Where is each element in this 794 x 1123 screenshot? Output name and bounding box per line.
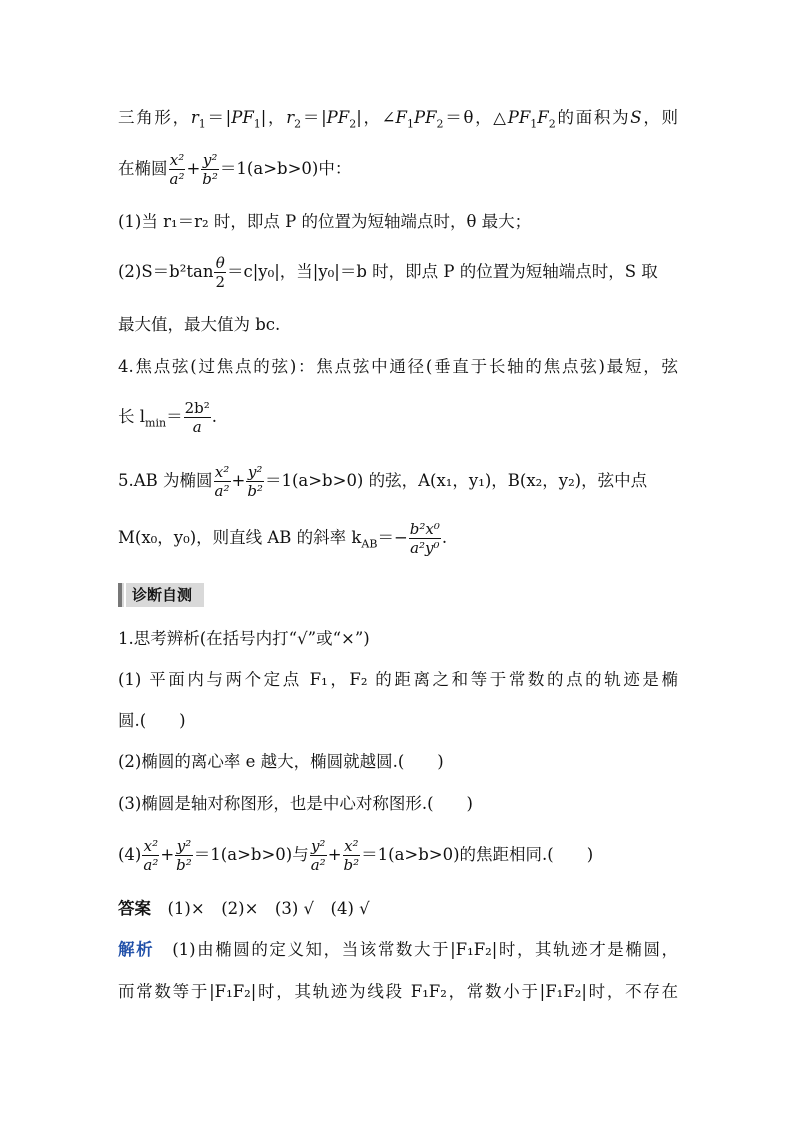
math-subscript: 1 [530, 117, 538, 131]
text-line-ellipse [118, 147, 678, 191]
text-run: ＝1(a>b>0)中： [219, 159, 352, 178]
math-r1: r [190, 108, 199, 127]
text-run: ＝1(a>b>0) 的弦，A(x₁，y₁)，B(x₂，y₂)，弦中点 [264, 471, 648, 490]
text-run: (1) 平面内与两个定点 F₁，F₂ 的距离之和等于常数的点的轨迹是椭 [118, 670, 678, 689]
fraction-denominator: a² [143, 856, 159, 874]
math-s: S [630, 108, 642, 127]
fraction-numerator: x² [169, 151, 185, 169]
text-run: 的面积为 [555, 108, 631, 127]
fraction-numerator: 2b² [184, 399, 210, 417]
fraction-numerator: x² [214, 463, 230, 481]
text-line-focal-chord [118, 355, 678, 379]
fraction [169, 151, 186, 188]
math-subscript: 2 [548, 117, 556, 131]
text-run: ＝ [166, 407, 183, 426]
answer-text: (1)× (2)× (3) √ (4) √ [167, 899, 370, 918]
text-run: . [211, 407, 217, 426]
fraction-numerator: θ [215, 254, 225, 272]
text-run: ＝− [377, 528, 408, 547]
text-run: 长 l [118, 407, 146, 426]
text-run: ＝| [205, 108, 232, 127]
fraction-numerator: y² [202, 151, 218, 169]
fraction-denominator: b² [202, 170, 218, 188]
math-subscript: 2 [349, 117, 357, 131]
math-subscript: 1 [198, 117, 206, 131]
text-run: |，∠ [356, 108, 396, 127]
fraction [201, 151, 219, 188]
fraction-denominator: b² [343, 856, 360, 874]
text-line-chord-length [118, 395, 678, 439]
text-line-max-value [118, 313, 678, 337]
fraction-denominator: a² [214, 482, 230, 500]
fraction [184, 399, 211, 436]
question-1-item-3 [118, 792, 678, 816]
answer-line [118, 897, 678, 921]
analysis-text: 而常数等于|F₁F₂|时，其轨迹为线段 F₁F₂，常数小于|F₁F₂|时，不存在 [118, 982, 678, 1001]
fraction-numerator: y² [310, 837, 326, 855]
math-subscript: AB [361, 537, 378, 551]
analysis-line-1 [118, 938, 678, 962]
text-run: 4.焦点弦(过焦点的弦)：焦点弦中通径(垂直于长轴的焦点弦)最短，弦 [118, 357, 678, 376]
question-1-title [118, 627, 678, 651]
text-run: 1.思考辨析(在括号内打“√”或“×”) [118, 629, 370, 648]
fraction [175, 837, 193, 874]
math-pf1: PF [231, 108, 254, 127]
fraction-numerator: x² [344, 837, 359, 855]
text-run: + [231, 471, 246, 490]
math-f: F [395, 108, 407, 127]
text-run: M(x₀，y₀)，则直线 AB 的斜率 k [118, 528, 362, 547]
fraction-numerator: x² [143, 837, 159, 855]
fraction-denominator: b² [247, 482, 263, 500]
text-run: |， [260, 108, 287, 127]
text-run: 圆.( ) [118, 711, 186, 730]
text-run: ＝1(a>b>0)与 [193, 845, 309, 864]
text-line-triangle [118, 106, 678, 130]
text-line-item-1 [118, 210, 678, 234]
text-line-item-2 [118, 250, 678, 294]
text-run: 最大值，最大值为 bc. [118, 315, 281, 334]
math-subscript: 1 [406, 117, 414, 131]
fraction [214, 463, 231, 500]
fraction-denominator: b² [176, 856, 192, 874]
text-run: + [160, 845, 175, 864]
text-run: ，则 [641, 108, 679, 127]
text-run: (2)S＝b²tan [118, 262, 214, 281]
math-pf2: PF [326, 108, 350, 127]
text-line-slope [118, 516, 678, 560]
text-run: 三角形， [118, 108, 191, 127]
text-run: . [441, 528, 448, 547]
fraction-denominator: a² [310, 856, 326, 874]
fraction-denominator: a² [169, 170, 185, 188]
text-run: ＝θ，△ [443, 108, 508, 127]
math-subscript: 1 [253, 117, 261, 131]
math-pf: PF [507, 108, 531, 127]
fraction [310, 837, 327, 874]
math-subscript: min [145, 416, 167, 430]
fraction-denominator: a²y⁰ [410, 539, 440, 557]
fraction-denominator: 2 [215, 273, 225, 291]
analysis-line-2 [118, 980, 678, 1004]
text-run: ＝| [301, 108, 327, 127]
answer-label: 答案 [118, 899, 151, 918]
section-badge: 诊断自测 [118, 583, 204, 607]
fraction-numerator: b²x⁰ [409, 520, 440, 538]
math-f: F [537, 108, 549, 127]
fraction-numerator: y² [176, 837, 192, 855]
question-1-item-4 [118, 833, 678, 877]
analysis-text: (1)由椭圆的定义知，当该常数大于|F₁F₂|时，其轨迹才是椭圆， [172, 940, 679, 959]
question-1-item-1-cont [118, 709, 678, 733]
fraction-numerator: y² [247, 463, 263, 481]
text-run: + [327, 845, 342, 864]
fraction [214, 254, 226, 291]
fraction [142, 837, 159, 874]
fraction [409, 520, 441, 557]
question-1-item-1 [118, 668, 678, 692]
analysis-label: 解析 [118, 940, 155, 959]
text-run: (4) [118, 845, 142, 864]
math-r2: r [286, 108, 295, 127]
question-1-item-2 [118, 750, 678, 774]
fraction-denominator: a [192, 418, 202, 436]
fraction [343, 837, 361, 874]
text-run: (2)椭圆的离心率 e 越大，椭圆就越圆.( ) [118, 752, 444, 771]
text-run: (3)椭圆是轴对称图形，也是中心对称图形.( ) [118, 794, 473, 813]
text-run: + [186, 159, 201, 178]
text-run: ＝1(a>b>0)的焦距相同.( ) [361, 845, 594, 864]
fraction [246, 463, 264, 500]
text-run: 5.AB 为椭圆 [118, 471, 213, 490]
math-subscript: 2 [294, 117, 302, 131]
text-run: (1)当 r₁＝r₂ 时，即点 P 的位置为短轴端点时，θ 最大； [118, 212, 532, 231]
text-run: 在椭圆 [118, 159, 168, 178]
math-subscript: 2 [436, 117, 444, 131]
math-pf: PF [413, 108, 437, 127]
text-run: ＝c|y₀|，当|y₀|＝b 时，即点 P 的位置为短轴端点时，S 取 [227, 262, 658, 281]
text-line-chord-ab [118, 459, 678, 503]
